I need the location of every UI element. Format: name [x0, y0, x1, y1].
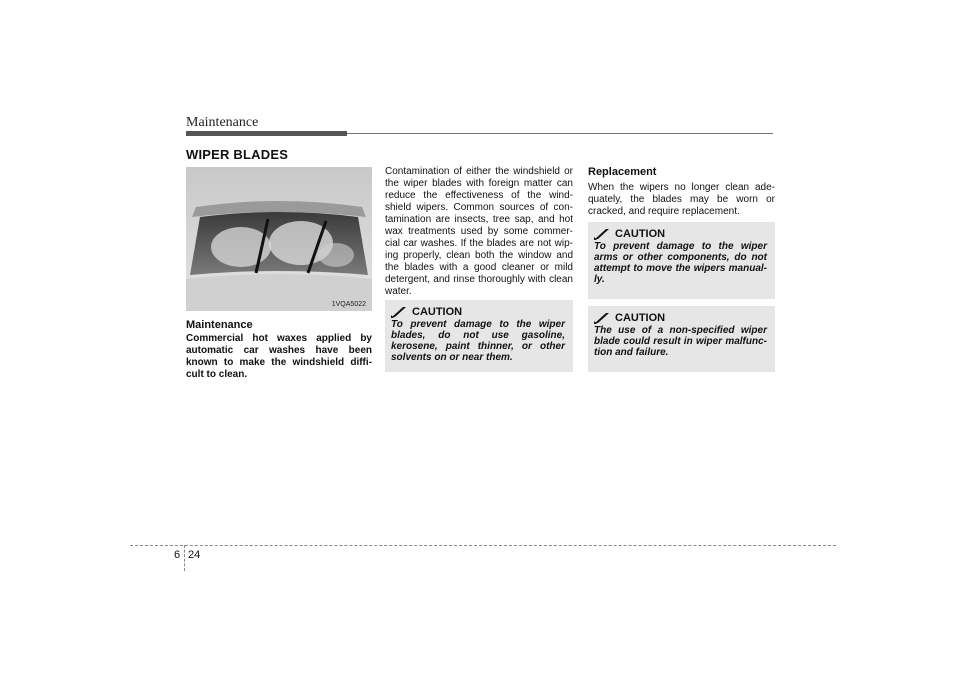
caution-box-solvents	[385, 300, 573, 372]
windshield-wiper-photo	[186, 167, 372, 311]
replacement-subheading: Replacement	[588, 166, 657, 178]
caution-text: To prevent damage to the wiper arms or other components, do not attempt to move the wipers manual-ly.	[594, 241, 767, 285]
page-number: 24	[188, 549, 201, 561]
maintenance-subheading: Maintenance	[186, 319, 253, 331]
header-bar	[186, 131, 347, 136]
caution-pencil-icon	[594, 312, 610, 324]
caution-box-wiper-arms	[588, 222, 775, 299]
caution-pencil-icon	[391, 306, 407, 318]
page-heading: WIPER BLADES	[186, 147, 289, 162]
caution-pencil-icon	[594, 228, 610, 240]
caution-box-non-specified-blade	[588, 306, 775, 372]
caution-text: To prevent damage to the wiper blades, do not use gasoline, kerosene, paint thinner, or other solvents on or near them.	[391, 319, 565, 363]
chapter-number: 6	[174, 549, 181, 561]
footer-divider	[184, 545, 185, 571]
caution-title: CAUTION	[615, 312, 666, 324]
footer-rule	[130, 545, 836, 546]
caution-title: CAUTION	[615, 228, 666, 240]
section-title: Maintenance	[186, 115, 259, 130]
wax-note-text: Commercial hot waxes applied by automatic car washes have been known to make the windshield diffi-cult to clean.	[186, 333, 372, 380]
replacement-paragraph: When the wipers no longer clean ade-quately, the blades may be worn or cracked, and require replacement.	[588, 182, 775, 217]
image-code: 1VQA5022	[331, 301, 366, 308]
caution-title: CAUTION	[412, 306, 463, 318]
caution-text: The use of a non-specified wiper blade could result in wiper malfunc-tion and failure.	[594, 325, 767, 358]
contamination-paragraph: Contamination of either the windshield or the wiper blades with foreign matter can reduce the effectiveness of the wind-shield wipers. Common sources of con-tamination are insects, tree sap, and hot wax treatments used by some commer-cial car washes. If the blades are not wip-ing properly, clean both the window and the blades with a good cleaner or mild detergent, and rinse thoroughly with clean water.	[385, 166, 573, 297]
